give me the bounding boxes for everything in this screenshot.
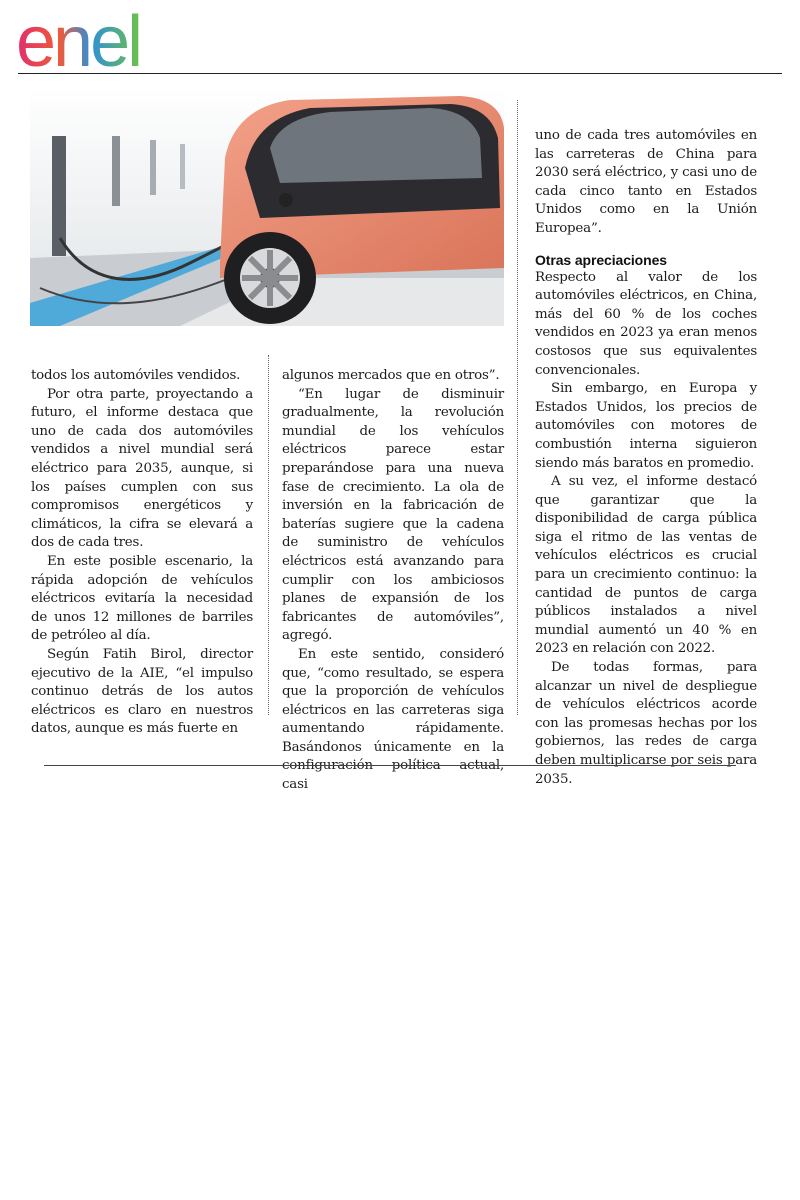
article-column-2: [282, 367, 504, 795]
paragraph: uno de cada tres automóviles en las carreteras de China para 2030 será eléctrico, y casi uno de cada cinco tanto en Estados Unidos como en la Unión Europea”.: [535, 128, 757, 236]
paragraph: En este posible escenario, la rápida adopción de vehículos eléctricos evitaría la necesidad de unos 12 millones de barriles de petróleo al día.: [31, 553, 253, 644]
column-divider: [268, 355, 269, 715]
logo-text: enel: [16, 4, 141, 74]
article-column-1: [31, 367, 253, 739]
paragraph: De todas formas, para alcanzar un nivel de despliegue de vehículos eléctricos acorde con las promesas hechas por los gobiernos, las redes de carga deben multiplicarse por seis para 2035.: [535, 660, 757, 787]
paragraph: En este sentido, consideró que, “como resultado, se espera que la proporción de vehículos eléctricos en las carreteras siga aumentando rápidamente. Basándonos únicamente en la configuración política actual, casi: [282, 646, 504, 793]
paragraph: Respecto al valor de los automóviles eléctricos, en China, más del 60 % de los coches vendidos en 2023 ya eran menos costosos que sus equivalentes convencionales.: [535, 269, 757, 378]
article-column-3: [535, 127, 757, 789]
enel-logo: [16, 4, 184, 74]
paragraph: A su vez, el informe destacó que garantizar que la disponibilidad de carga pública siga el ritmo de las ventas de vehículos eléctricos es crucial para un crecimiento continuo: la cantidad de puntos de carga públicos instalados a nivel mundial aumentó un 40 % en 2023 en relación con 2022.: [535, 474, 757, 657]
footer-rule: [44, 765, 736, 766]
paragraph: Sin embargo, en Europa y Estados Unidos, los precios de automóviles con motores de combustión interna siguieron siendo más baratos en promedio.: [535, 381, 757, 471]
column-divider: [517, 100, 518, 715]
paragraph: algunos mercados que en otros”.: [282, 368, 500, 383]
paragraph: Según Fatih Birol, director ejecutivo de la AIE, “el impulso continuo detrás de los autos eléctricos es claro en nuestros datos, aunque es más fuerte en: [31, 646, 253, 737]
paragraph: Por otra parte, proyectando a futuro, el informe destaca que uno de cada dos automóviles vendidos a nivel mundial será eléctrico para 2035, aunque, si los países cumplen con sus compromisos energéticos y climáticos, la cifra se elevará a dos de cada tres.: [31, 386, 253, 551]
section-heading: Otras apreciaciones: [535, 251, 667, 268]
paragraph: “En lugar de disminuir gradualmente, la revolución mundial de los vehículos eléctricos parece estar preparándose para una nueva fase de crecimiento. La ola de inversión en la fabricación de baterías sugiere que la cadena de suministro de vehículos eléctricos está avanzando para cumplir con los ambiciosos planes de expansión de los fabricantes de automóviles”, agregó.: [282, 386, 504, 644]
header-rule: [18, 73, 782, 74]
paragraph: todos los automóviles vendidos.: [31, 368, 241, 383]
article-photo: [30, 88, 504, 326]
